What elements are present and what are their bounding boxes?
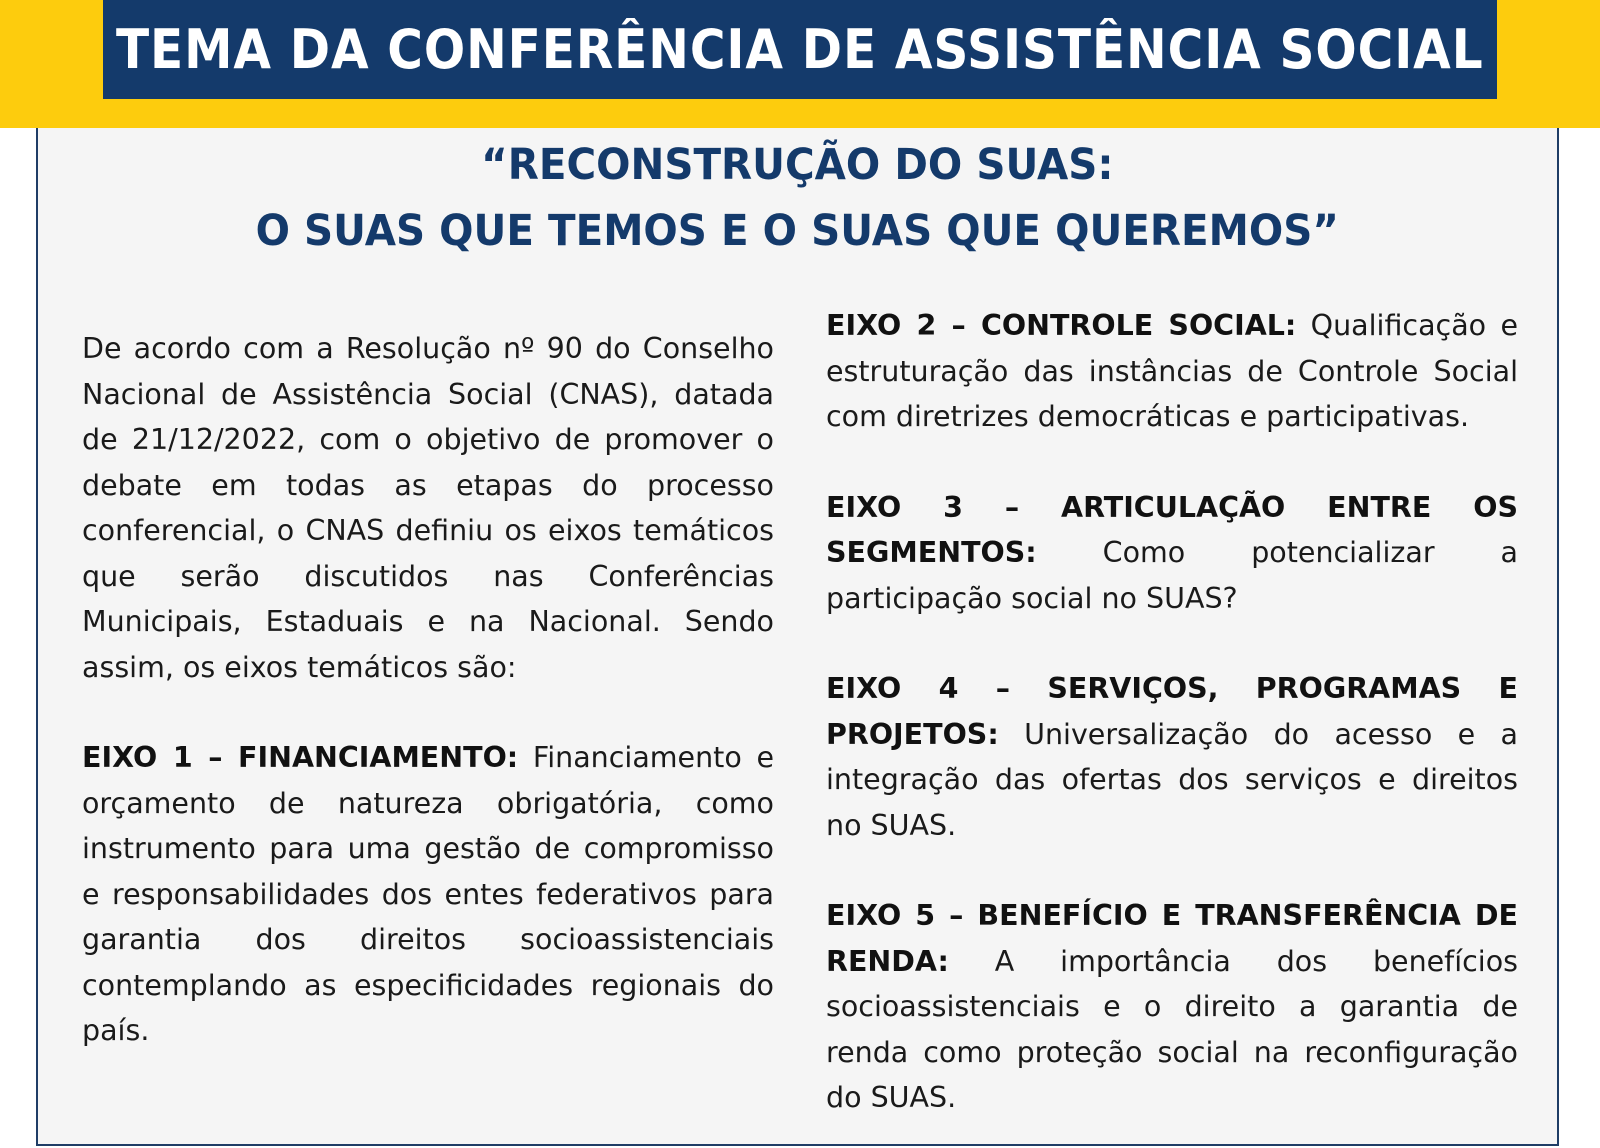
eixo-5-text: A importância dos benefícios socioassistenciais e o direito a garantia de renda como proteção social na reconfiguração do SUAS.	[826, 944, 1518, 1114]
page-title: TEMA DA CONFERÊNCIA DE ASSISTÊNCIA SOCIAL	[116, 18, 1484, 81]
header-banner	[103, 0, 1497, 99]
eixo-1-paragraph	[82, 735, 774, 1054]
intro-paragraph: De acordo com a Resolução nº 90 do Conselho Nacional de Assistência Social (CNAS), datada de 21/12/2022, com o objetivo de promover o debate em todas as etapas do processo conferencial, o CNAS definiu os eixos temáticos que serão discutidos nas Conferências Municipais, Estaduais e na Nacional. Sendo assim, os eixos temáticos são:	[82, 332, 774, 684]
theme-title-line-2-text: O SUAS QUE TEMOS E O SUAS QUE QUEREMOS”	[255, 206, 1340, 256]
theme-title-line-1-text: “RECONSTRUÇÃO DO SUAS:	[481, 140, 1114, 190]
eixo-4-text: Universalização do acesso e a integração das ofertas dos serviços e direitos no SUAS.	[826, 717, 1518, 842]
theme-title-line-1	[36, 140, 1559, 190]
eixo-4-label: EIXO 4 – SERVIÇOS, PROGRAMAS E PROJETOS:	[826, 672, 1518, 751]
paragraph-spacer	[826, 621, 1518, 666]
paragraph-spacer	[826, 440, 1518, 485]
eixo-1-text: Financiamento e orçamento de natureza obrigatória, como instrumento para uma gestão de compromisso e responsabilidades dos entes federativos para garantia dos direitos socioassistenciais contemplando as especificidades regionais do país.	[82, 741, 774, 1047]
paragraph-spacer	[826, 848, 1518, 893]
eixo-3-text: Como potencializar a participação social no SUAS?	[826, 536, 1518, 615]
eixo-2-paragraph	[826, 303, 1518, 440]
eixo-1-label: EIXO 1 – FINANCIAMENTO:	[82, 741, 519, 774]
eixo-3-label: EIXO 3 – ARTICULAÇÃO ENTRE OS SEGMENTOS:	[826, 490, 1518, 569]
paragraph-spacer	[82, 690, 774, 735]
eixo-5-label: EIXO 5 – BENEFÍCIO E TRANSFERÊNCIA DE RENDA:	[826, 899, 1518, 978]
eixo-3-paragraph	[826, 485, 1518, 622]
right-column	[826, 303, 1518, 1121]
eixo-4-paragraph	[826, 666, 1518, 848]
eixo-2-label: EIXO 2 – CONTROLE SOCIAL:	[826, 309, 1297, 342]
left-column	[82, 326, 774, 1054]
theme-title-line-2	[36, 206, 1559, 256]
eixo-5-paragraph	[826, 893, 1518, 1121]
eixo-2-text: Qualificação e estruturação das instâncias de Controle Social com diretrizes democráticas e participativas.	[826, 309, 1518, 433]
